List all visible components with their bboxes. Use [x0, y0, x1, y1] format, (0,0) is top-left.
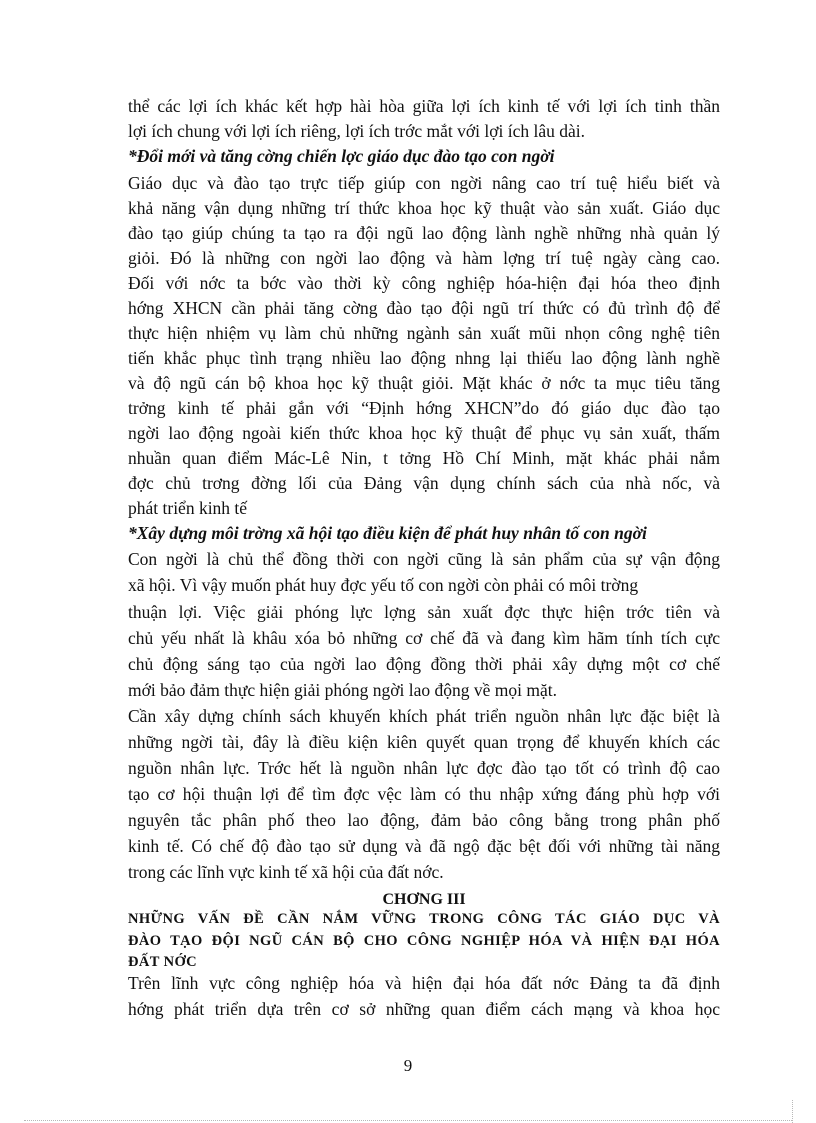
- text-line: tiến khắc phục tình trạng nhiều lao động nhng lại thiếu lao động lành nghề: [128, 348, 720, 368]
- text-line: và độ ngũ cán bộ khoa học kỹ thuật giỏi. Mặt khác ở nớc ta mục tiêu tăng: [128, 373, 720, 393]
- footer-divider: [24, 1120, 792, 1121]
- text-line: nguồn nhân lực. Trớc hết là nguồn nhân lực đợc đào tạo tốt có trình độ cao: [128, 758, 720, 778]
- chapter-subtitle-line: NHỮNG VẤN ĐỀ CẦN NẮM VỮNG TRONG CÔNG TÁC GIÁO DỤC VÀ: [128, 911, 720, 927]
- section-heading: *Xây dựng môi trờng xã hội tạo điều kiện để phát huy nhân tố con ngời: [128, 523, 647, 543]
- text-line: chủ động sáng tạo của ngời lao động đồng thời phải xây dựng một cơ chế: [128, 654, 720, 674]
- chapter-title: CHƠNG III: [382, 891, 466, 908]
- text-line: đợc chủ trơng đờng lối của Đảng vận dụng chính sách của nhà nốc, và: [128, 473, 720, 493]
- text-line: trong các lĩnh vực kinh tế xã hội của đất nớc.: [128, 862, 444, 882]
- text-line: Đối với nớc ta bớc vào thời kỳ công nghiệp hóa-hiện đại hóa theo định: [128, 273, 720, 293]
- text-line: Trên lĩnh vực công nghiệp hóa và hiện đại hóa đất nớc Đảng ta đã định: [128, 973, 720, 993]
- text-line: Giáo dục và đào tạo trực tiếp giúp con ngời nâng cao trí tuệ hiểu biết và: [128, 173, 720, 193]
- text-line: xã hội. Vì vậy muốn phát huy đợc yếu tố con ngời còn phải có môi trờng: [128, 575, 639, 595]
- text-line: ngời lao động ngoài kiến thức khoa học kỹ thuật để phục vụ sản xuất, thấm: [128, 423, 720, 443]
- text-line: thực hiện nhiệm vụ làm chủ những ngành sản xuất mũi nhọn công nghệ tiên: [128, 323, 720, 343]
- text-line: đào tạo giúp chúng ta tạo ra đội ngũ lao động lành nghề những nhà quản lý: [128, 223, 720, 243]
- text-line: hớng XHCN cần phải tăng cờng đào tạo đội ngũ trí thức có đủ trình độ để: [128, 298, 720, 318]
- text-line: nhuần quan điểm Mác-Lê Nin, t tởng Hồ Chí Minh, mặt khác phải nắm: [128, 448, 720, 468]
- text-line: lợi ích chung với lợi ích riêng, lợi ích trớc mắt với lợi ích lâu dài.: [128, 121, 585, 141]
- text-line: khả năng vận dụng những trí thức khoa học kỹ thuật vào sản xuất. Giáo dục: [128, 198, 720, 218]
- text-line: kinh tế. Có chế độ đào tạo sử dụng và đã ngộ đặc bệt đối với những tài năng: [128, 836, 720, 856]
- page-number: 9: [403, 1056, 413, 1075]
- text-line: phát triển kinh tế: [128, 498, 248, 518]
- text-line: giỏi. Đó là những con ngời lao động và hàm lợng trí tuệ ngày càng cao.: [128, 248, 720, 268]
- chapter-subtitle-line: ĐẤT NỚC: [128, 954, 197, 970]
- text-line: thuận lợi. Việc giải phóng lực lợng sản xuất đợc thực hiện trớc tiên và: [128, 602, 720, 622]
- text-line: Cần xây dựng chính sách khuyến khích phát triển nguồn nhân lực đặc biệt là: [128, 706, 720, 726]
- text-line: thể các lợi ích khác kết hợp hài hòa giữa lợi ích kinh tế với lợi ích tinh thần: [128, 96, 720, 116]
- text-line: nguyên tắc phân phố theo lao động, đảm bảo công bằng trong phân phố: [128, 810, 720, 830]
- section-heading: *Đổi mới và tăng cờng chiến lợc giáo dục đào tạo con ngời: [128, 146, 555, 166]
- text-line: chủ yếu nhất là khâu xóa bỏ những cơ chế đã và đang kìm hãm tính tích cực: [128, 628, 720, 648]
- text-line: hớng phát triển dựa trên cơ sở những quan điểm cách mạng và khoa học: [128, 999, 720, 1019]
- text-line: Con ngời là chủ thể đồng thời con ngời cũng là sản phẩm của sự vận động: [128, 549, 720, 569]
- text-line: mới bảo đảm thực hiện giải phóng ngời lao động về mọi mặt.: [128, 680, 557, 700]
- text-line: tạo cơ hội thuận lợi để tìm đợc vệc làm có thu nhập xứng đáng phù hợp với: [128, 784, 720, 804]
- chapter-subtitle-line: ĐÀO TẠO ĐỘI NGŨ CÁN BỘ CHO CÔNG NGHIỆP HÓA VÀ HIỆN ĐẠI HÓA: [128, 933, 720, 949]
- text-line: trởng kinh tế phải gắn với “Định hớng XHCN”do đó giáo dục đào tạo: [128, 398, 720, 418]
- text-line: những ngời tài, đây là điều kiện kiên quyết quan trọng để khuyến khích các: [128, 732, 720, 752]
- margin-divider: [792, 1100, 793, 1123]
